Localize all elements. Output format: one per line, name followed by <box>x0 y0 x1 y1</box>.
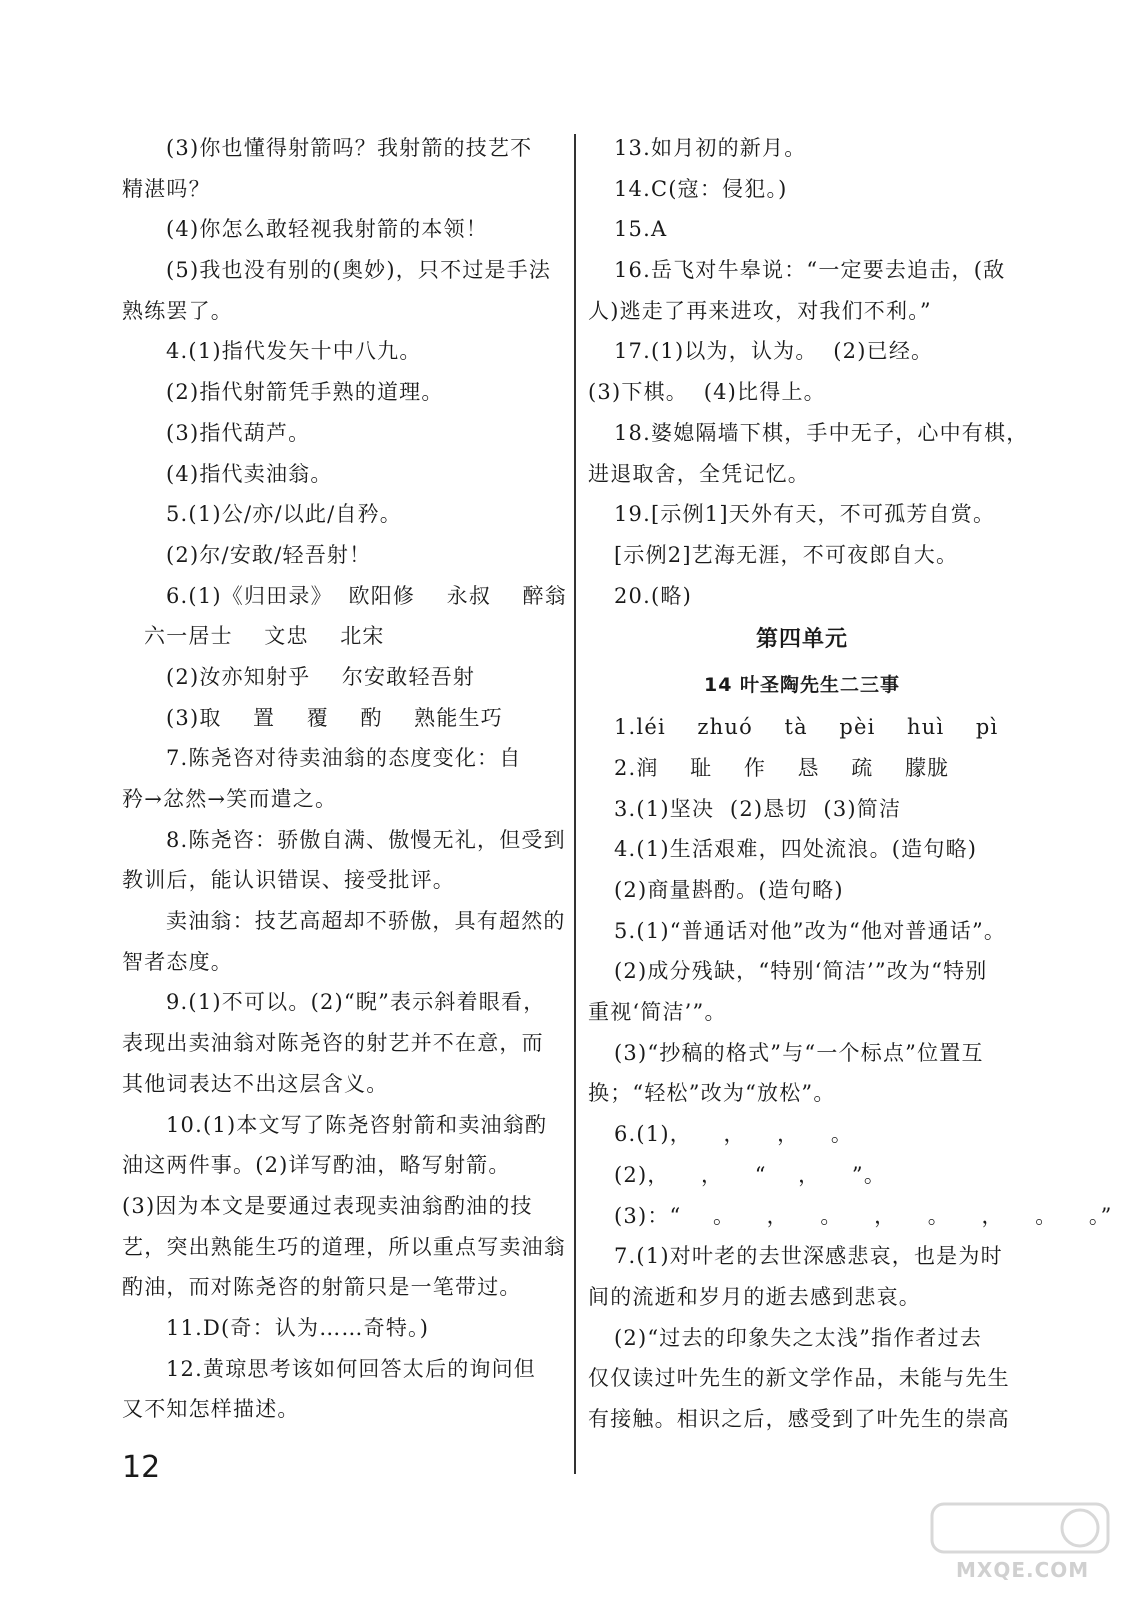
text-line: 1.léi zhuó tà pèi huì pì <box>614 715 999 740</box>
text-line: 仅仅读过叶先生的新文学作品，未能与先生 <box>588 1366 1010 1391</box>
text-line: 间的流逝和岁月的逝去感到悲哀。 <box>588 1284 921 1309</box>
text-line: (2)商量斟酌。(造句略) <box>614 878 844 902</box>
text-line: 有接触。相识之后，感受到了叶先生的崇高 <box>588 1406 1010 1431</box>
text-line: (3)取 置 覆 酌 熟能生巧 <box>166 705 503 730</box>
text-line: (3)下棋。 (4)比得上。 <box>588 380 826 405</box>
unit-heading: 第四单元 <box>755 627 848 653</box>
text-line: 15.A <box>614 217 668 242</box>
text-line: (3)：“ 。 ， 。 ， 。 ， 。 。” <box>614 1203 1113 1228</box>
text-line: (2)， ， “ ， ”。 <box>614 1162 887 1187</box>
text-line: 2.润 耻 作 恳 疏 朦胧 <box>614 755 950 780</box>
text-line: (2)尔/安敢/轻吾射！ <box>166 542 372 567</box>
text-line: 其他词表达不出这层含义。 <box>122 1071 389 1096</box>
text-line: 表现出卖油翁对陈尧咨的射艺并不在意，而 <box>122 1031 544 1056</box>
text-line: 卖油翁：技艺高超却不骄傲，具有超然的 <box>166 909 566 934</box>
text-line: 16.岳飞对牛皋说：“一定要去追击，(敌 <box>614 258 1006 283</box>
text-line: 9.(1)不可以。(2)“睨”表示斜着眼看， <box>166 990 546 1015</box>
text-line: 11.D(奇：认为……奇特。) <box>166 1315 430 1340</box>
text-line: 进退取舍，全凭记忆。 <box>588 461 810 486</box>
text-line: (3)你也懂得射箭吗？我射箭的技艺不 <box>166 136 533 160</box>
text-line: 油这两件事。(2)详写酌油，略写射箭。 <box>122 1153 511 1178</box>
left-column <box>122 128 567 1430</box>
text-line: (2)汝亦知射乎 尔安敢轻吾射 <box>166 664 476 689</box>
text-line: 4.(1)生活艰难，四处流浪。(造句略) <box>614 837 978 862</box>
text-line: 17.(1)以为，认为。 (2)已经。 <box>614 339 934 364</box>
text-line: 5.(1)公/亦/以此/自矜。 <box>166 502 403 527</box>
text-line: 6.(1)， ， ， 。 <box>614 1122 854 1147</box>
text-line: 精湛吗？ <box>122 176 211 201</box>
text-line: (4)指代卖油翁。 <box>166 461 333 486</box>
lesson-heading: 14 叶圣陶先生二三事 <box>703 674 901 697</box>
text-line: 18.婆媳隔墙下棋，手中无子，心中有棋， <box>614 420 1029 445</box>
text-line: (4)你怎么敢轻视我射箭的本领！ <box>166 217 488 242</box>
right-column <box>588 128 1113 1440</box>
text-line: 19.[示例1]天外有天，不可孤芳自赏。 <box>614 502 996 527</box>
text-line: 智者态度。 <box>122 949 233 974</box>
page-number: 12 <box>122 1450 161 1485</box>
text-line: 8.陈尧咨：骄傲自满、傲慢无礼，但受到 <box>166 827 566 852</box>
text-line: 14.C(寇：侵犯。) <box>614 176 788 201</box>
text-line: (2)成分残缺，“特别‘简洁’”改为“特别 <box>614 959 988 984</box>
text-line: 12.黄琼思考该如何回答太后的询问但 <box>166 1356 536 1381</box>
text-line: 酌油，而对陈尧咨的射箭只是一笔带过。 <box>122 1275 522 1300</box>
text-line: 20.(略) <box>614 583 692 608</box>
watermark <box>930 1500 1110 1592</box>
text-line: [示例2]艺海无涯，不可夜郎自大。 <box>614 542 959 567</box>
text-line: 熟练罢了。 <box>122 298 233 323</box>
text-line: (2)指代射箭凭手熟的道理。 <box>166 380 444 405</box>
text-line: (3)“抄稿的格式”与“一个标点”位置互 <box>614 1040 984 1065</box>
watermark-logo-icon <box>930 1500 1110 1556</box>
text-line: 艺，突出熟能生巧的道理，所以重点写卖油翁 <box>122 1234 566 1259</box>
text-line: 人)逃走了再来进攻，对我们不利。” <box>588 298 932 323</box>
text-line: 矜→忿然→笑而遣之。 <box>122 787 338 811</box>
text-line: (2)“过去的印象失之太浅”指作者过去 <box>614 1325 983 1350</box>
text-line: (5)我也没有别的(奥妙)，只不过是手法 <box>166 258 552 283</box>
text-line: 又不知怎样描述。 <box>122 1397 300 1422</box>
text-line: 4.(1)指代发矢十中八九。 <box>166 339 422 364</box>
text-line: 重视‘简洁’”。 <box>588 1000 727 1025</box>
text-line: 教训后，能认识错误、接受批评。 <box>122 868 455 893</box>
text-line: 7.(1)对叶老的去世深感悲哀，也是为时 <box>614 1244 1003 1269</box>
text-line: 10.(1)本文写了陈尧咨射箭和卖油翁酌 <box>166 1112 548 1137</box>
text-line: 3.(1)坚决 (2)恳切 (3)简洁 <box>614 796 902 821</box>
text-line: (3)因为本文是要通过表现卖油翁酌油的技 <box>122 1193 533 1218</box>
text-line: (3)指代葫芦。 <box>166 420 311 445</box>
watermark-text: MXQE.COM <box>956 1558 1090 1582</box>
text-line: 换；“轻松”改为“放松”。 <box>588 1081 836 1106</box>
text-line: 7.陈尧咨对待卖油翁的态度变化：自 <box>166 746 522 771</box>
column-divider <box>574 134 576 1474</box>
text-line: 5.(1)“普通话对他”改为“他对普通话”。 <box>614 918 1007 943</box>
text-line: 六一居士 文忠 北宋 <box>144 624 385 649</box>
text-line: 6.(1)《归田录》 欧阳修 永叔 醉翁 <box>166 583 567 608</box>
text-line: 13.如月初的新月。 <box>614 136 807 160</box>
